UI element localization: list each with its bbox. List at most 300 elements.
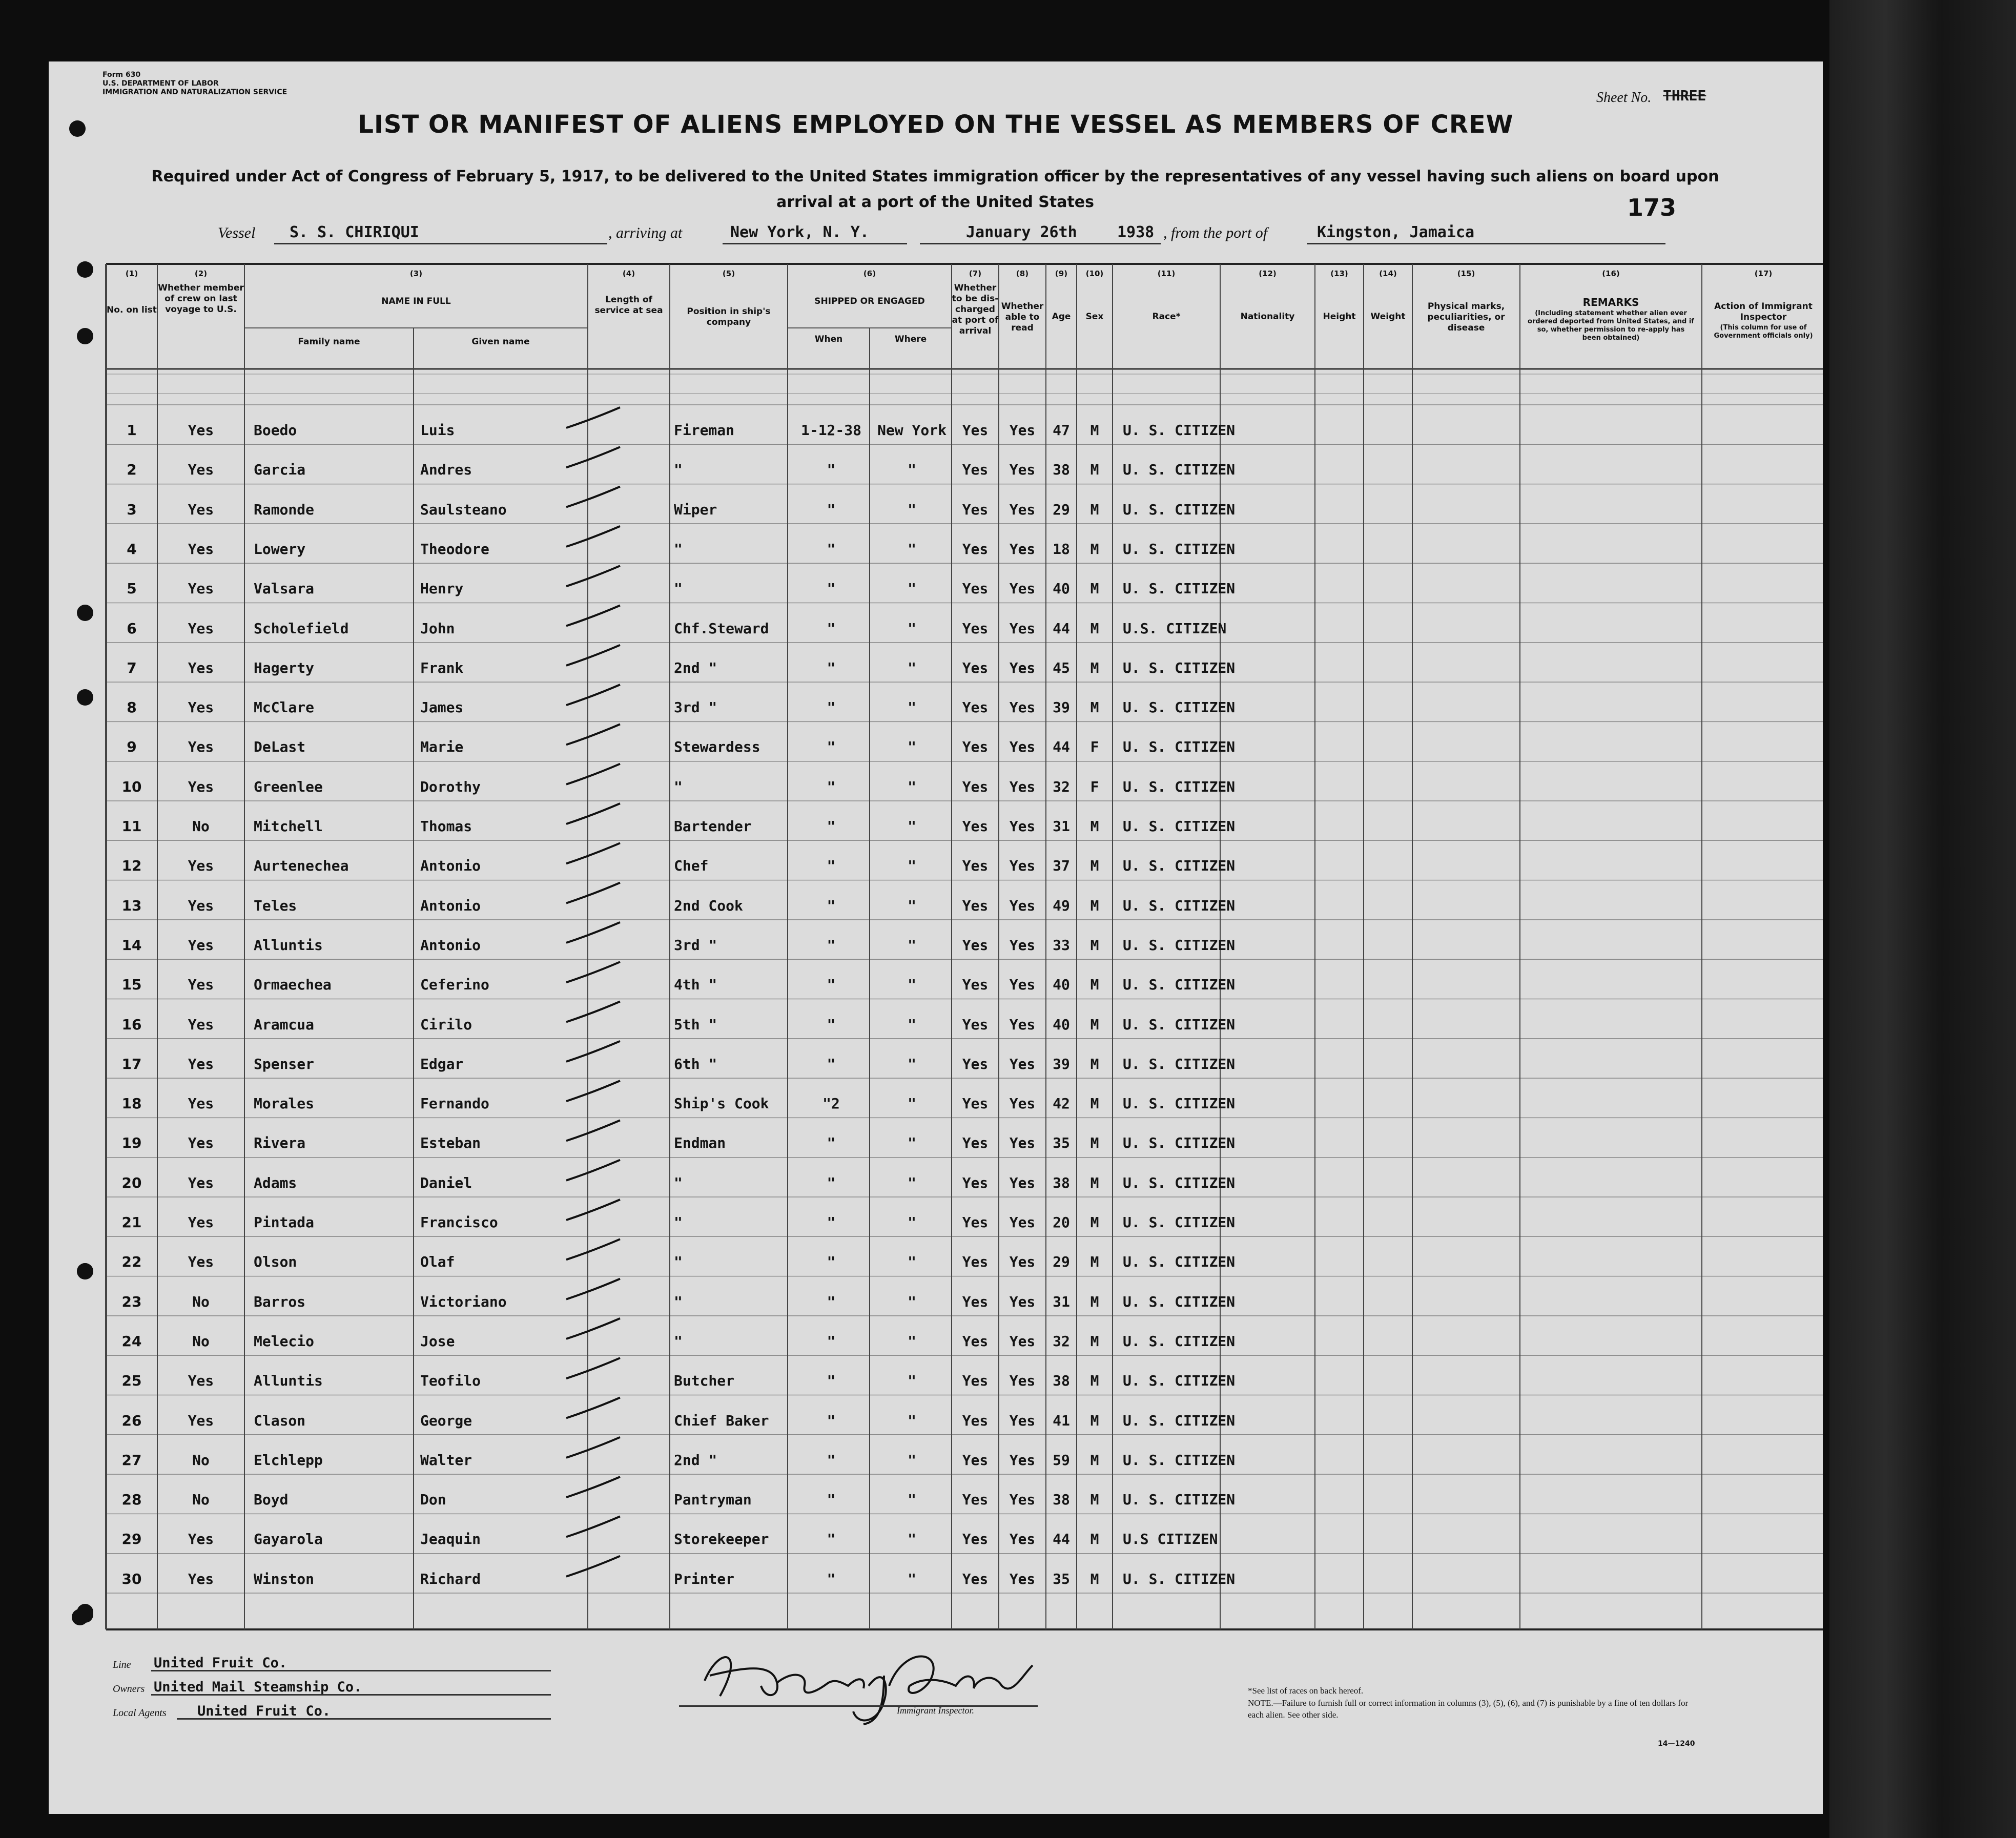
vessel-name: S. S. CHIRIQUI <box>290 223 419 241</box>
age: 49 <box>1053 897 1070 914</box>
given-name: Jeaquin <box>420 1531 481 1548</box>
given-name: Teofilo <box>420 1372 481 1390</box>
discharged: Yes <box>962 1412 989 1429</box>
shipped-where: " <box>908 897 916 914</box>
able-to-read: Yes <box>1009 1412 1036 1429</box>
age: 40 <box>1053 580 1070 597</box>
able-to-read: Yes <box>1009 461 1036 479</box>
sex: M <box>1090 1174 1099 1191</box>
discharged: Yes <box>962 818 989 835</box>
age: 35 <box>1053 1570 1070 1587</box>
shipped-where: " <box>908 1253 916 1271</box>
row-number: 22 <box>121 1253 142 1271</box>
shipped-when: " <box>827 461 836 479</box>
shipped-where: " <box>908 1451 916 1469</box>
sex: M <box>1090 976 1099 994</box>
age: 44 <box>1053 738 1070 756</box>
shipped-when: 1-12-38 <box>800 422 861 439</box>
race: U. S. CITIZEN <box>1123 540 1236 557</box>
age: 59 <box>1053 1451 1070 1469</box>
binding-hole <box>77 605 93 621</box>
header-discharged: Whether to be dis-charged at port of arrival <box>952 283 999 336</box>
shipped-when: " <box>827 778 836 795</box>
shipped-when: " <box>827 1332 836 1350</box>
given-name: Ceferino <box>420 976 489 994</box>
shipped-when: " <box>827 1451 836 1469</box>
sex: M <box>1090 1491 1099 1509</box>
race: U. S. CITIZEN <box>1123 1570 1236 1587</box>
family-name: Adams <box>254 1174 297 1191</box>
sex: M <box>1090 501 1099 518</box>
given-name: Daniel <box>420 1174 472 1191</box>
row-number: 9 <box>127 738 137 756</box>
col-number: (10) <box>1085 269 1104 278</box>
arrival-year: 1938 <box>1117 223 1155 241</box>
able-to-read: Yes <box>1009 1253 1036 1271</box>
given-name: Frank <box>420 659 464 676</box>
family-name: Lowery <box>254 540 306 557</box>
header-race: Race* <box>1152 312 1181 322</box>
given-name: Antonio <box>420 897 481 914</box>
family-name: Hagerty <box>254 659 315 676</box>
departure-port: Kingston, Jamaica <box>1317 223 1475 241</box>
sex: F <box>1090 778 1099 795</box>
given-name: Luis <box>420 422 455 439</box>
header-crew: Whether member of crew on last voyage to U.S. <box>158 283 244 315</box>
shipped-where: " <box>908 818 916 835</box>
shipped-where: " <box>908 580 916 597</box>
row-number: 8 <box>127 699 137 716</box>
family-name: Spenser <box>254 1055 315 1072</box>
position: Storekeeper <box>674 1531 769 1548</box>
given-name: Esteban <box>420 1134 481 1152</box>
owners-label: Owners <box>113 1683 145 1695</box>
race: U. S. CITIZEN <box>1123 778 1236 795</box>
given-name: Walter <box>420 1451 472 1469</box>
shipped-when: " <box>827 1174 836 1191</box>
col-number: (6) <box>863 269 876 278</box>
age: 20 <box>1053 1214 1070 1231</box>
family-name: Elchlepp <box>254 1451 323 1469</box>
col-number: (7) <box>969 269 982 278</box>
position: 2nd " <box>674 1451 717 1469</box>
sex: M <box>1090 1095 1099 1112</box>
row-number: 5 <box>127 580 137 597</box>
age: 39 <box>1053 1055 1070 1072</box>
signature-underline <box>679 1703 1038 1707</box>
given-name: Marie <box>420 738 464 756</box>
shipped-when: " <box>827 619 836 637</box>
race: U. S. CITIZEN <box>1123 501 1236 518</box>
given-name: Henry <box>420 580 464 597</box>
shipped-when: " <box>827 699 836 716</box>
sex: M <box>1090 540 1099 557</box>
shipped-where: " <box>908 1134 916 1152</box>
service-name: IMMIGRATION AND NATURALIZATION SERVICE <box>102 88 287 96</box>
shipped-when: " <box>827 818 836 835</box>
header-action-note: (This column for use of Government officials only) <box>1714 324 1813 340</box>
able-to-read: Yes <box>1009 1016 1036 1033</box>
able-to-read: Yes <box>1009 897 1036 914</box>
given-name: Edgar <box>420 1055 464 1072</box>
crew-last-voyage: Yes <box>188 1570 214 1587</box>
row-number: 10 <box>121 778 142 795</box>
race: U. S. CITIZEN <box>1123 1451 1236 1469</box>
discharged: Yes <box>962 1214 989 1231</box>
crew-last-voyage: Yes <box>188 1016 214 1033</box>
row-number: 12 <box>121 857 142 875</box>
position: Chf.Steward <box>674 619 769 637</box>
position: " <box>674 778 683 795</box>
col-number: (8) <box>1016 269 1029 278</box>
crew-last-voyage: Yes <box>188 580 214 597</box>
able-to-read: Yes <box>1009 1293 1036 1310</box>
crew-last-voyage: No <box>192 1332 210 1350</box>
row-number: 20 <box>121 1174 142 1191</box>
discharged: Yes <box>962 1174 989 1191</box>
col-number: (4) <box>622 269 635 278</box>
sex: M <box>1090 1451 1099 1469</box>
col-number: (3) <box>409 269 423 278</box>
header-weight: Weight <box>1370 312 1406 322</box>
line-value: United Fruit Co. <box>154 1655 287 1671</box>
col-number: (16) <box>1602 269 1620 278</box>
age: 42 <box>1053 1095 1070 1112</box>
crew-last-voyage: Yes <box>188 1412 214 1429</box>
discharged: Yes <box>962 1134 989 1152</box>
discharged: Yes <box>962 1451 989 1469</box>
crew-last-voyage: Yes <box>188 540 214 557</box>
position: " <box>674 1174 683 1191</box>
row-number: 13 <box>121 897 142 914</box>
race: U. S. CITIZEN <box>1123 1016 1236 1033</box>
shipped-where: " <box>908 1214 916 1231</box>
agents-label: Local Agents <box>113 1707 167 1719</box>
family-name: Barros <box>254 1293 306 1310</box>
vessel-label: Vessel <box>218 224 256 241</box>
able-to-read: Yes <box>1009 619 1036 637</box>
race: U. S. CITIZEN <box>1123 976 1236 994</box>
crew-last-voyage: Yes <box>188 1134 214 1152</box>
family-name: Ormaechea <box>254 976 332 994</box>
header-age: Age <box>1052 312 1071 322</box>
arrival-port: New York, N. Y. <box>730 223 869 241</box>
date-underline <box>920 241 1161 244</box>
able-to-read: Yes <box>1009 778 1036 795</box>
crew-last-voyage: Yes <box>188 659 214 676</box>
family-name: Mitchell <box>254 818 323 835</box>
header-position: Position in ship's company <box>687 306 771 327</box>
given-name: Francisco <box>420 1214 498 1231</box>
crew-last-voyage: Yes <box>188 1095 214 1112</box>
family-name: Olson <box>254 1253 297 1271</box>
age: 38 <box>1053 1491 1070 1509</box>
col-number: (2) <box>194 269 208 278</box>
position: 2nd " <box>674 659 717 676</box>
able-to-read: Yes <box>1009 857 1036 875</box>
shipped-where: New York <box>877 422 947 439</box>
shipped-when: " <box>827 580 836 597</box>
row-number: 18 <box>121 1095 142 1112</box>
family-name: Ramonde <box>254 501 315 518</box>
manifest-sheet <box>49 61 1823 1814</box>
sex: M <box>1090 1134 1099 1152</box>
sex: M <box>1090 1570 1099 1587</box>
sex: M <box>1090 1293 1099 1310</box>
discharged: Yes <box>962 540 989 557</box>
row-number: 6 <box>127 619 137 637</box>
crew-last-voyage: No <box>192 1491 210 1509</box>
family-name: Scholefield <box>254 619 349 637</box>
able-to-read: Yes <box>1009 738 1036 756</box>
row-number: 15 <box>121 976 142 994</box>
crew-last-voyage: Yes <box>188 1055 214 1072</box>
able-to-read: Yes <box>1009 1095 1036 1112</box>
given-name: George <box>420 1412 472 1429</box>
sex: M <box>1090 1214 1099 1231</box>
position: Endman <box>674 1134 726 1152</box>
race: U. S. CITIZEN <box>1123 1174 1236 1191</box>
col-number: (14) <box>1379 269 1397 278</box>
shipped-when: " <box>827 1055 836 1072</box>
row-number: 28 <box>121 1491 142 1509</box>
given-name: Antonio <box>420 936 481 954</box>
sex: M <box>1090 659 1099 676</box>
family-name: Morales <box>254 1095 315 1112</box>
age: 33 <box>1053 936 1070 954</box>
age: 40 <box>1053 976 1070 994</box>
position: 3rd " <box>674 936 717 954</box>
position: Pantryman <box>674 1491 752 1509</box>
shipped-where: " <box>908 501 916 518</box>
from-label: , from the port of <box>1163 224 1268 241</box>
position: Chef <box>674 857 709 875</box>
position: 4th " <box>674 976 717 994</box>
shipped-where: " <box>908 659 916 676</box>
race: U. S. CITIZEN <box>1123 1491 1236 1509</box>
shipped-where: " <box>908 976 916 994</box>
age: 29 <box>1053 1253 1070 1271</box>
race: U. S. CITIZEN <box>1123 1214 1236 1231</box>
shipped-when: " <box>827 738 836 756</box>
able-to-read: Yes <box>1009 659 1036 676</box>
shipped-when: " <box>827 501 836 518</box>
department-name: U.S. DEPARTMENT OF LABOR <box>102 79 219 88</box>
row-number: 26 <box>121 1412 142 1429</box>
sex: M <box>1090 818 1099 835</box>
shipped-when: " <box>827 1293 836 1310</box>
given-name: Andres <box>420 461 472 479</box>
col-number: (15) <box>1457 269 1475 278</box>
shipped-where: " <box>908 619 916 637</box>
shipped-where: " <box>908 1055 916 1072</box>
position: " <box>674 540 683 557</box>
crew-last-voyage: Yes <box>188 1531 214 1548</box>
discharged: Yes <box>962 778 989 795</box>
given-name: Olaf <box>420 1253 455 1271</box>
sex: M <box>1090 422 1099 439</box>
family-name: Garcia <box>254 461 306 479</box>
position: Butcher <box>674 1372 735 1390</box>
row-number: 19 <box>121 1134 142 1152</box>
col-number: (5) <box>722 269 735 278</box>
able-to-read: Yes <box>1009 1134 1036 1152</box>
able-to-read: Yes <box>1009 818 1036 835</box>
header-sex: Sex <box>1085 312 1104 322</box>
discharged: Yes <box>962 580 989 597</box>
age: 47 <box>1053 422 1070 439</box>
sex: M <box>1090 1412 1099 1429</box>
discharged: Yes <box>962 897 989 914</box>
race: U. S. CITIZEN <box>1123 659 1236 676</box>
family-name: DeLast <box>254 738 306 756</box>
family-name: McClare <box>254 699 315 716</box>
crew-last-voyage: Yes <box>188 778 214 795</box>
shipped-when: " <box>827 936 836 954</box>
age: 44 <box>1053 619 1070 637</box>
shipped-when: "2 <box>822 1095 840 1112</box>
position: 3rd " <box>674 699 717 716</box>
shipped-where: " <box>908 1174 916 1191</box>
sheet-value: THREE <box>1663 87 1706 104</box>
age: 40 <box>1053 1016 1070 1033</box>
discharged: Yes <box>962 1372 989 1390</box>
header-shipped: SHIPPED OR ENGAGED <box>814 296 925 306</box>
shipped-when: " <box>827 1134 836 1152</box>
sex: M <box>1090 1531 1099 1548</box>
position: Wiper <box>674 501 717 518</box>
shipped-when: " <box>827 976 836 994</box>
crew-last-voyage: Yes <box>188 501 214 518</box>
age: 45 <box>1053 659 1070 676</box>
given-name: Victoriano <box>420 1293 507 1310</box>
family-name: Melecio <box>254 1332 315 1350</box>
crew-last-voyage: Yes <box>188 1174 214 1191</box>
shipped-when: " <box>827 540 836 557</box>
page-subtitle: Required under Act of Congress of February 5, 1917, to be delivered to the United States immigration officer by the representatives of any vessel having such aliens on board upon arrival at a port of the United States <box>151 168 1719 211</box>
able-to-read: Yes <box>1009 1451 1036 1469</box>
discharged: Yes <box>962 461 989 479</box>
able-to-read: Yes <box>1009 1531 1036 1548</box>
family-name: Clason <box>254 1412 306 1429</box>
row-number: 23 <box>121 1293 142 1310</box>
col-number: (13) <box>1330 269 1348 278</box>
able-to-read: Yes <box>1009 1570 1036 1587</box>
discharged: Yes <box>962 1016 989 1033</box>
sex: M <box>1090 461 1099 479</box>
header-family: Family name <box>298 337 360 347</box>
race: U. S. CITIZEN <box>1123 461 1236 479</box>
discharged: Yes <box>962 1293 989 1310</box>
page-number: 173 <box>1627 194 1677 221</box>
able-to-read: Yes <box>1009 1174 1036 1191</box>
able-to-read: Yes <box>1009 699 1036 716</box>
col-number: (11) <box>1157 269 1176 278</box>
discharged: Yes <box>962 1253 989 1271</box>
sex: M <box>1090 936 1099 954</box>
discharged: Yes <box>962 619 989 637</box>
row-number: 25 <box>121 1372 142 1390</box>
age: 38 <box>1053 1174 1070 1191</box>
age: 38 <box>1053 461 1070 479</box>
given-name: John <box>420 619 455 637</box>
shipped-where: " <box>908 738 916 756</box>
header-given: Given name <box>471 337 530 347</box>
col-number: (9) <box>1055 269 1068 278</box>
race: U. S. CITIZEN <box>1123 738 1236 756</box>
position: Stewardess <box>674 738 760 756</box>
position: 2nd Cook <box>674 897 743 914</box>
age: 32 <box>1053 778 1070 795</box>
arrival-date: January 26th <box>966 223 1077 241</box>
race: U. S. CITIZEN <box>1123 1134 1236 1152</box>
able-to-read: Yes <box>1009 540 1036 557</box>
shipped-when: " <box>827 1412 836 1429</box>
able-to-read: Yes <box>1009 422 1036 439</box>
header-service: Length of service at sea <box>594 295 663 316</box>
given-name: Jose <box>420 1332 455 1350</box>
position: " <box>674 1293 683 1310</box>
family-name: Valsara <box>254 580 315 597</box>
row-number: 2 <box>127 461 137 479</box>
sex: M <box>1090 699 1099 716</box>
sex: M <box>1090 1253 1099 1271</box>
shipped-where: " <box>908 461 916 479</box>
discharged: Yes <box>962 936 989 954</box>
from-underline <box>1307 241 1665 244</box>
able-to-read: Yes <box>1009 1332 1036 1350</box>
header-name: NAME IN FULL <box>381 296 451 306</box>
discharged: Yes <box>962 501 989 518</box>
able-to-read: Yes <box>1009 580 1036 597</box>
race: U.S. CITIZEN <box>1123 619 1227 637</box>
family-name: Aramcua <box>254 1016 315 1033</box>
row-number: 16 <box>121 1016 142 1033</box>
race: U. S. CITIZEN <box>1123 580 1236 597</box>
binding-hole <box>77 328 93 344</box>
discharged: Yes <box>962 699 989 716</box>
sex: M <box>1090 857 1099 875</box>
family-name: Winston <box>254 1570 315 1587</box>
shipped-when: " <box>827 1016 836 1033</box>
sex: M <box>1090 1372 1099 1390</box>
shipped-where: " <box>908 1491 916 1509</box>
age: 44 <box>1053 1531 1070 1548</box>
able-to-read: Yes <box>1009 501 1036 518</box>
discharged: Yes <box>962 1332 989 1350</box>
discharged: Yes <box>962 976 989 994</box>
age: 41 <box>1053 1412 1070 1429</box>
sex: M <box>1090 580 1099 597</box>
shipped-when: " <box>827 1570 836 1587</box>
position: 6th " <box>674 1055 717 1072</box>
penalty-note: NOTE.—Failure to furnish full or correct information in columns (3), (5), (6), and (7) is punishable by a fine of ten dollars for each alien. See other side. <box>1248 1698 1689 1720</box>
shipped-when: " <box>827 897 836 914</box>
given-name: Dorothy <box>420 778 481 795</box>
race: U. S. CITIZEN <box>1123 1293 1236 1310</box>
row-number: 1 <box>127 422 137 439</box>
shipped-when: " <box>827 659 836 676</box>
able-to-read: Yes <box>1009 936 1036 954</box>
header-where: Where <box>894 334 927 344</box>
age: 18 <box>1053 540 1070 557</box>
able-to-read: Yes <box>1009 976 1036 994</box>
family-name: Boyd <box>254 1491 289 1509</box>
discharged: Yes <box>962 1531 989 1548</box>
age: 35 <box>1053 1134 1070 1152</box>
position: " <box>674 580 683 597</box>
crew-last-voyage: Yes <box>188 738 214 756</box>
